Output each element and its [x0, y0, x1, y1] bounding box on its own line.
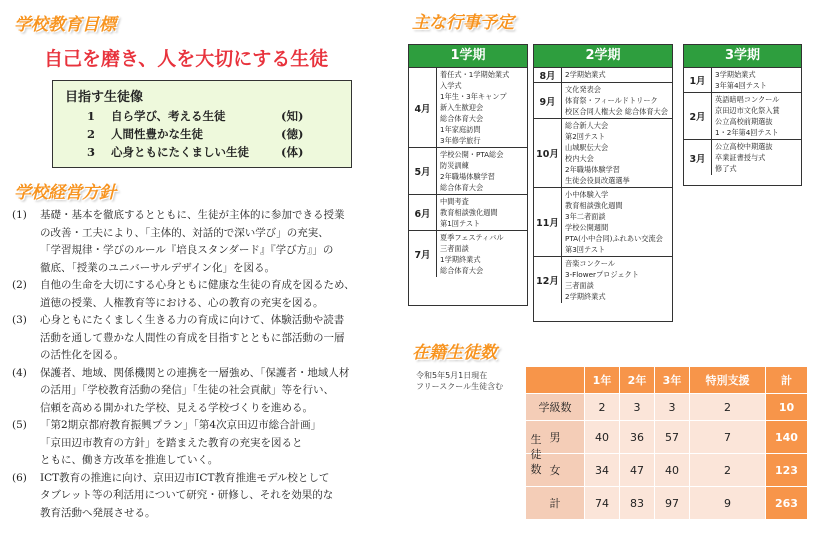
ideal-key: (徳) [281, 127, 304, 141]
table-cell: 9 [690, 487, 766, 520]
month-events [562, 188, 672, 256]
event-item: 校内大会 [565, 154, 594, 163]
policy-text: 心身ともにたくましく生きる力の育成に向けて、体験活動や読書 活動を通して豊かな人間性の育成を目指すとともに部活動の一層 の活性化を図る。 [40, 314, 345, 361]
month-events [712, 93, 801, 139]
month-label: 10月 [534, 119, 562, 187]
event-item: 三者面談 [565, 281, 594, 290]
event-item: 三者面談 [440, 244, 469, 253]
ideal-student-item [71, 125, 341, 143]
column-header: 2年 [620, 367, 655, 394]
event-item: 第1回テスト [440, 219, 481, 228]
row-label: 学級数 [526, 394, 585, 421]
policy-number: (2) [12, 279, 27, 291]
column-header: 特別支援 [690, 367, 766, 394]
student-count-row [526, 454, 808, 487]
event-item: 学校公開週間 [565, 223, 609, 232]
event-item: 公立高校前期選抜 [715, 117, 773, 126]
month-events [562, 257, 672, 303]
event-item: 教育相談強化週間 [440, 208, 498, 217]
table-cell: 10 [765, 394, 807, 421]
month-row [534, 119, 672, 188]
table-cell: 123 [765, 454, 807, 487]
policy-item [12, 417, 392, 470]
policy-text: 自他の生命を大切にする心身ともに健康な生徒の育成を図るため、 道徳の授業、人権教育等における、心の教育の充実を図る。 [40, 279, 355, 309]
table-cell: 83 [620, 487, 655, 520]
month-row [534, 68, 672, 83]
term1-schedule [408, 44, 528, 306]
enrollment-table [525, 366, 808, 520]
column-header: 計 [765, 367, 807, 394]
month-events [562, 119, 672, 187]
event-item: 公立高校中期選抜 [715, 142, 773, 151]
ideal-student-item [71, 107, 341, 125]
month-row [409, 68, 527, 148]
row-sublabel: 計 [549, 497, 561, 510]
month-label: 5月 [409, 148, 437, 194]
event-item: 3-Flowerプロジェクト [565, 270, 639, 279]
event-item: 校区合同人権大会 総合体育大会 [565, 107, 668, 116]
month-label: 4月 [409, 68, 437, 147]
event-item: 修了式 [715, 164, 737, 173]
month-events [562, 68, 672, 82]
term2-schedule [533, 44, 673, 322]
event-item: 1年家庭訪問 [440, 125, 481, 134]
events-heading: 主な行事予定 [412, 13, 514, 33]
table-cell: 3 [620, 394, 655, 421]
management-policy-list [12, 207, 392, 522]
table-cell: 34 [585, 454, 620, 487]
table-cell: 57 [655, 421, 690, 454]
table-cell: 3 [655, 394, 690, 421]
month-events [712, 68, 801, 92]
event-item: 3学期始業式 [715, 70, 756, 79]
table-cell: 2 [585, 394, 620, 421]
row-label [526, 487, 585, 520]
ideal-key: (知) [281, 109, 304, 123]
enrollment-note-date: 令和5年5月1日現在 [416, 371, 488, 380]
ideal-number: 2 [86, 127, 95, 141]
policy-item [12, 277, 392, 312]
policy-text: 保護者、地域、関係機関との連携を一層強め、「保護者・地域人材 の活用」「学校教育活動の発信」「生徒の社会貢献」等を行い、 信頼を高める開かれた学校、見える学校づくりを進める。 [40, 366, 350, 414]
table-cell: 97 [655, 487, 690, 520]
enrollment-heading: 在籍生徒数 [412, 343, 497, 363]
month-label: 7月 [409, 231, 437, 277]
event-item: 総合体育大会 [440, 114, 484, 123]
month-events [437, 148, 527, 194]
term3-schedule [683, 44, 802, 186]
ideal-student-item [71, 143, 341, 161]
month-label: 8月 [534, 68, 562, 82]
row-sublabel: 女 [549, 464, 561, 477]
ideal-student-title: 目指す生徒像 [65, 90, 144, 105]
ideal-text: 心身ともにたくましい生徒 [111, 145, 249, 159]
month-row [409, 148, 527, 195]
event-item: 総合体育大会 [440, 183, 484, 192]
ideal-number: 1 [86, 109, 95, 123]
month-row [409, 231, 527, 277]
event-item: 山城駅伝大会 [565, 143, 609, 152]
policy-text: 「第2期京都府教育振興プラン」「第4次京田辺市総合計画」 「京田辺市教育の方針」を踏まえた教育の充実を図ると ともに、働き方改革を推進していく。 [40, 419, 322, 466]
ideal-number: 3 [86, 145, 95, 159]
student-count-row [526, 487, 808, 520]
header-blank [526, 367, 585, 394]
table-cell: 2 [690, 394, 766, 421]
event-item: 第3回テスト [565, 245, 606, 254]
month-label: 6月 [409, 195, 437, 230]
event-item: 1・2年第4回テスト [715, 128, 779, 137]
term3-title: 3学期 [684, 45, 801, 68]
policy-number: (1) [12, 209, 27, 221]
event-item: 卒業証書授与式 [715, 153, 766, 162]
ideal-text: 自ら学び、考える生徒 [111, 109, 226, 123]
month-row [409, 195, 527, 231]
table-cell: 74 [585, 487, 620, 520]
event-item: 体育祭・フィールドトリーク [565, 96, 658, 105]
table-cell: 40 [585, 421, 620, 454]
month-row [684, 93, 801, 140]
month-events [437, 68, 527, 147]
table-cell: 140 [765, 421, 807, 454]
month-label: 9月 [534, 83, 562, 118]
table-cell: 7 [690, 421, 766, 454]
event-item: 京田辺市文化祭入賞 [715, 106, 780, 115]
policy-item [12, 207, 392, 277]
month-label: 1月 [684, 68, 712, 92]
policy-item [12, 365, 392, 418]
month-label: 2月 [684, 93, 712, 139]
event-item: PTA(小中合同)ふれあい交流会 [565, 234, 663, 243]
table-cell: 40 [655, 454, 690, 487]
ideal-student-list [71, 107, 341, 161]
event-item: 1年生・3年キャンプ [440, 92, 507, 101]
school-motto: 自己を磨き、人を大切にする生徒 [44, 48, 329, 70]
policy-text: 基礎・基本を徹底するとともに、生徒が主体的に参加できる授業 の改善・工夫により、「主体的、対話的で深い学び」の充実、 「学習規律・学びのルール『培良スタンダード』『学び方』」の 徹底、「授業のユニバーサルデザイン化」を図る。 [40, 209, 345, 274]
ideal-key: (体) [281, 145, 304, 159]
month-row [534, 188, 672, 257]
month-events [437, 195, 527, 230]
education-goal-heading: 学校教育目標 [14, 15, 116, 35]
month-row [684, 68, 801, 93]
event-item: 2学期終業式 [565, 292, 606, 301]
month-label: 3月 [684, 140, 712, 175]
term1-title: 1学期 [409, 45, 527, 68]
management-policy-heading: 学校経営方針 [14, 183, 116, 203]
class-count-row [526, 394, 808, 421]
event-item: 文化発表会 [565, 85, 601, 94]
event-item: 生徒会役員改選選挙 [565, 176, 630, 185]
policy-item [12, 312, 392, 365]
event-item: 中間考査 [440, 197, 469, 206]
students-group-label: 生 徒 数 [530, 433, 542, 476]
event-item: 新入生歓迎会 [440, 103, 484, 112]
ideal-text: 人間性豊かな生徒 [111, 127, 203, 141]
month-label: 11月 [534, 188, 562, 256]
table-cell: 2 [690, 454, 766, 487]
month-row [534, 257, 672, 303]
event-item: 総合新人大会 [565, 121, 609, 130]
event-item: 音楽コンクール [565, 259, 616, 268]
event-item: 3年第4回テスト [715, 81, 767, 90]
policy-text: ICT教育の推進に向け、京田辺市ICT教育推進モデル校として タブレット等の利活用について研究・研修し、それを効果的な 教育活動へ発展させる。 [40, 471, 334, 519]
event-item: 総合体育大会 [440, 266, 484, 275]
policy-number: (6) [12, 471, 27, 484]
table-cell: 36 [620, 421, 655, 454]
student-count-row [526, 421, 808, 454]
month-events [712, 140, 801, 175]
table-cell: 47 [620, 454, 655, 487]
month-events [562, 83, 672, 118]
event-item: 2年職場体験学習 [565, 165, 620, 174]
event-item: 学校公開・PTA総会 [440, 150, 504, 159]
event-item: 教育相談強化週間 [565, 201, 623, 210]
row-sublabel: 男 [549, 431, 561, 444]
policy-number: (4) [12, 366, 27, 379]
policy-number: (3) [12, 314, 27, 326]
column-header: 3年 [655, 367, 690, 394]
event-item: 英語暗唱コンクール [715, 95, 780, 104]
event-item: 2年職場体験学習 [440, 172, 495, 181]
month-row [534, 83, 672, 119]
month-label: 12月 [534, 257, 562, 303]
event-item: 防災訓練 [440, 161, 469, 170]
ideal-student-box [52, 80, 352, 168]
event-item: 第2回テスト [565, 132, 606, 141]
term2-title: 2学期 [534, 45, 672, 68]
event-item: 入学式 [440, 81, 462, 90]
table-cell: 263 [765, 487, 807, 520]
policy-number: (5) [12, 419, 27, 431]
month-events [437, 231, 527, 277]
event-item: 着任式・1学期始業式 [440, 70, 510, 79]
event-item: 2学期始業式 [565, 70, 606, 79]
enrollment-note-scope: フリースクール生徒含む [416, 382, 504, 391]
column-header: 1年 [585, 367, 620, 394]
policy-item [12, 470, 392, 523]
month-row [684, 140, 801, 175]
event-item: 小中体験入学 [565, 190, 609, 199]
event-item: 3年修学旅行 [440, 136, 481, 145]
event-item: 1学期終業式 [440, 255, 481, 264]
event-item: 夏季フェスティバル [440, 233, 504, 242]
event-item: 3年二者面談 [565, 212, 606, 221]
